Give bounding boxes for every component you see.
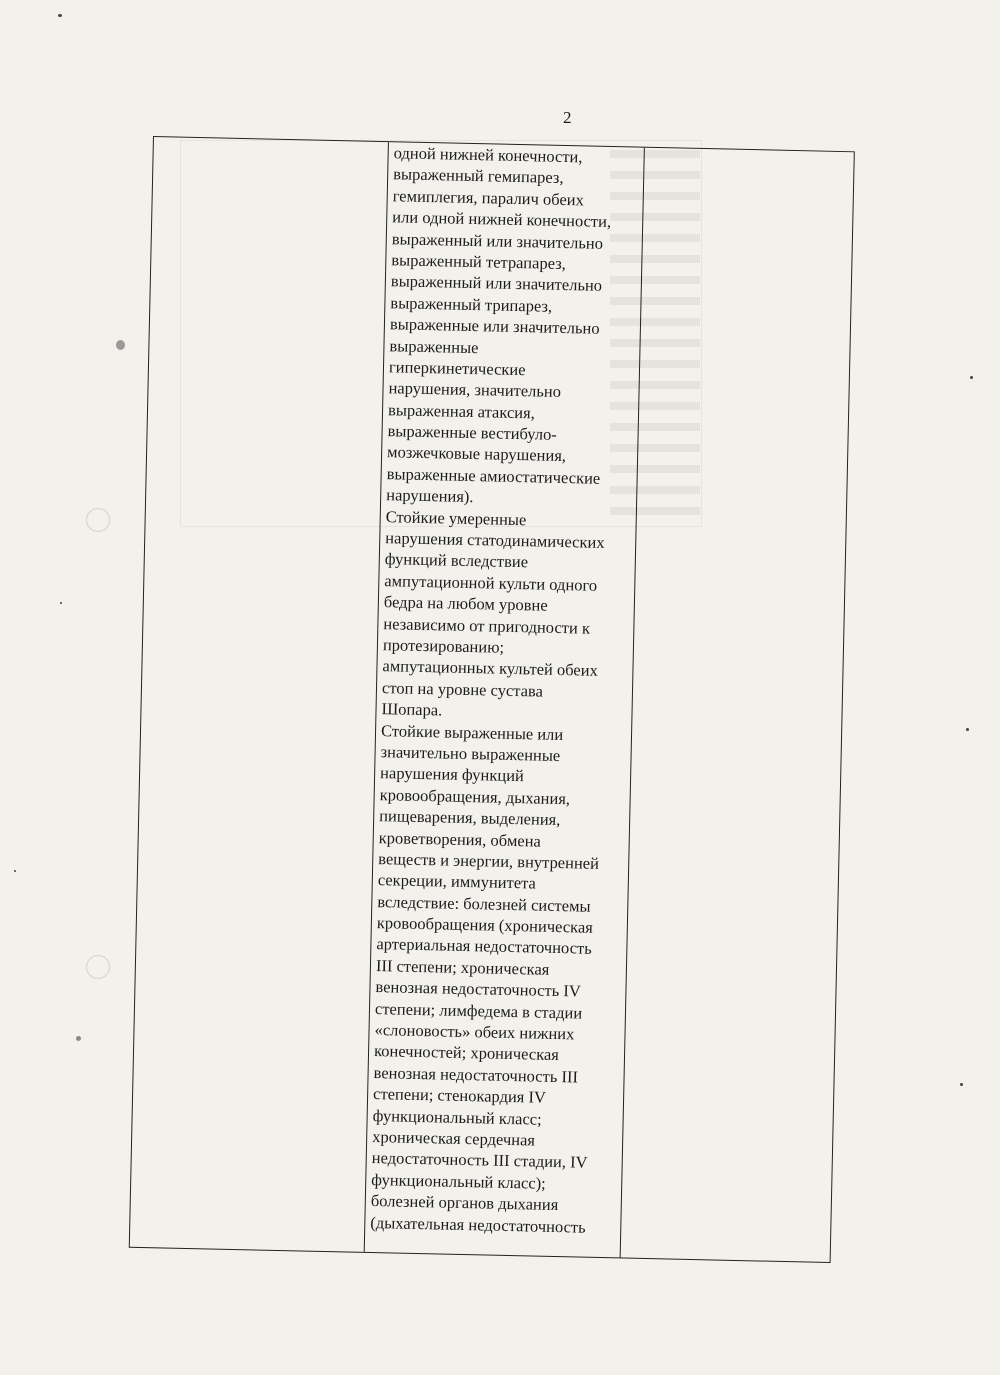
text-line: функций вследствие <box>384 549 529 572</box>
text-line: Стойкие умеренные <box>385 506 527 529</box>
text-line: кровообращения, дыхания, <box>379 784 571 808</box>
scan-speck <box>76 1036 81 1041</box>
text-line: выраженные или значительно <box>389 314 600 338</box>
text-line: протезированию; <box>382 635 505 657</box>
document-table <box>129 136 855 1263</box>
text-line: гемиплегия, паралич обеих <box>392 186 585 210</box>
text-line: степени; лимфедема в стадии <box>374 998 583 1023</box>
text-line: стоп на уровне сустава <box>381 677 544 701</box>
scan-speck <box>960 1083 963 1086</box>
text-line: выраженные амиостатические <box>386 464 601 488</box>
scan-speck <box>966 728 969 731</box>
text-line: выраженная атаксия, <box>387 399 536 423</box>
punch-hole <box>86 955 110 979</box>
text-line: Стойкие выраженные или <box>380 720 564 744</box>
text-line: кроветворения, обмена <box>378 827 542 851</box>
text-line: значительно выраженные <box>380 742 561 765</box>
text-line: мозжечковые нарушения, <box>386 442 567 466</box>
text-line: нарушения, значительно <box>388 378 562 402</box>
text-line: ампутационных культей обеих <box>382 656 599 681</box>
text-line: бедра на любом уровне <box>383 592 548 615</box>
text-line: функциональный класс; <box>372 1105 542 1129</box>
text-line: одной нижней конечности, <box>393 143 583 167</box>
text-line: выраженный тетрапарез, <box>391 250 567 273</box>
text-line: нарушения). <box>386 485 474 507</box>
text-line: выраженные <box>389 335 479 357</box>
scan-speck <box>60 602 62 604</box>
text-line: выраженный или значительно <box>391 228 604 253</box>
scan-speck <box>14 870 16 872</box>
text-line: веществ и энергии, внутренней <box>378 848 600 873</box>
scan-speck <box>58 14 62 17</box>
text-line: (дыхательная недостаточность <box>370 1212 586 1237</box>
text-line: венозная недостаточность III <box>373 1062 579 1087</box>
table-cell-description <box>370 142 646 1238</box>
text-line: или одной нижней конечности, <box>392 207 612 232</box>
text-line: функциональный класс); <box>371 1169 546 1193</box>
text-line: вследствие: болезней системы <box>377 891 591 916</box>
text-line: хроническая сердечная <box>372 1126 536 1150</box>
punch-hole <box>86 508 110 532</box>
text-line: пищеварения, выделения, <box>379 806 561 830</box>
text-line: степени; стенокардия IV <box>372 1084 547 1107</box>
text-line: гиперкинетические <box>388 357 526 380</box>
text-line: ампутационной культи одного <box>384 570 598 595</box>
text-line: выраженный или значительно <box>390 271 603 296</box>
text-line: венозная недостаточность IV <box>375 977 581 1001</box>
text-line: недостаточность III стадии, IV <box>371 1148 588 1173</box>
text-line: выраженный гемипарез, <box>393 164 564 188</box>
text-line: нарушения функций <box>379 763 525 786</box>
text-line: конечностей; хроническая <box>373 1041 560 1065</box>
text-line: «слоновость» обеих нижних <box>374 1020 575 1044</box>
text-line: III степени; хроническая <box>375 955 550 979</box>
scan-speck <box>116 340 125 350</box>
text-line: артериальная недостаточность <box>376 934 592 959</box>
text-line: выраженный трипарез, <box>390 292 553 316</box>
text-line: секреции, иммунитета <box>377 870 537 893</box>
text-line: кровообращения (хроническая <box>376 913 594 937</box>
text-line: болезней органов дыхания <box>370 1191 559 1215</box>
text-line: Шопара. <box>381 699 443 720</box>
text-line: нарушения статодинамических <box>385 528 605 552</box>
text-line: независимо от пригодности к <box>383 613 591 638</box>
page-number: 2 <box>563 108 572 127</box>
text-line: выраженные вестибуло- <box>387 421 558 444</box>
scan-speck <box>970 376 973 379</box>
